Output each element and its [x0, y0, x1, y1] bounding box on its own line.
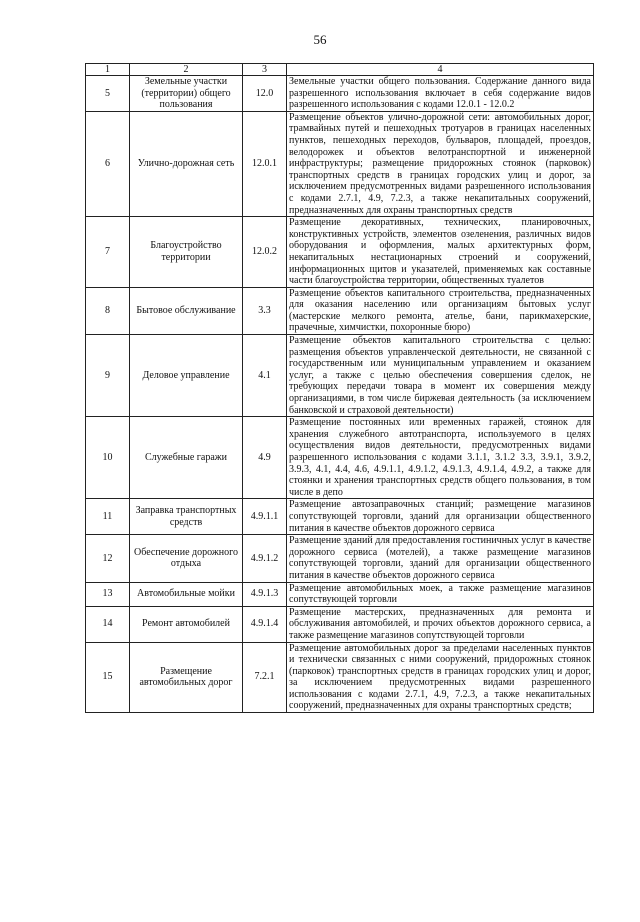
use-type-description: Размещение объектов капитального строительства, предназначенных для оказания населению или организациям бытовых услуг (мастерские мелкого ремонта, ателье, бани, парикмахерские, прачечные, химчистки, похоронные бюро) [287, 287, 594, 334]
row-number: 7 [86, 217, 130, 288]
row-number: 15 [86, 642, 130, 713]
table-row [86, 642, 594, 713]
table-row [86, 111, 594, 216]
use-type-code: 4.9.1.1 [243, 499, 287, 535]
use-type-name: Заправка транспортных средств [130, 499, 243, 535]
use-type-code: 4.9.1.4 [243, 606, 287, 642]
row-number: 8 [86, 287, 130, 334]
use-type-description: Размещение зданий для предоставления гостиничных услуг в качестве дорожного сервиса (мотелей), а также размещение магазинов сопутствующей торговли, зданий для организации общественного питания в качестве объектов дорожного сервиса [287, 535, 594, 582]
page-number: 56 [313, 32, 327, 47]
use-type-description: Размещение автозаправочных станций; размещение магазинов сопутствующей торговли, зданий для организации общественного питания в качестве объектов дорожного сервиса [287, 499, 594, 535]
use-type-description: Размещение декоративных, технических, планировочных, конструктивных устройств, элементов озеленения, различных видов оборудования и оформления, малых архитектурных форм, некапитальных нестационарных строений и сооружений, информационных щитов и указателей, применяемых как составные части благоустройства территории, общественных туалетов [287, 217, 594, 288]
use-type-code: 7.2.1 [243, 642, 287, 713]
table-row [86, 535, 594, 582]
use-type-code: 12.0.1 [243, 111, 287, 216]
use-type-name: Служебные гаражи [130, 417, 243, 499]
row-number: 11 [86, 499, 130, 535]
use-type-description: Земельные участки общего пользования. Содержание данного вида разрешенного использования включает в себя содержание видов разрешенного использования с кодами 12.0.1 - 12.0.2 [287, 76, 594, 112]
use-type-name: Земельные участки (территории) общего пользования [130, 76, 243, 112]
use-type-code: 12.0.2 [243, 217, 287, 288]
use-type-code: 12.0 [243, 76, 287, 112]
use-type-name: Деловое управление [130, 335, 243, 417]
header-cell: 3 [243, 64, 287, 76]
header-cell: 2 [130, 64, 243, 76]
header-cell: 1 [86, 64, 130, 76]
table-row [86, 76, 594, 112]
table-row [86, 582, 594, 606]
use-type-description: Размещение автомобильных моек, а также размещение магазинов сопутствующей торговли [287, 582, 594, 606]
table-row [86, 417, 594, 499]
use-type-name: Размещение автомобильных дорог [130, 642, 243, 713]
use-type-code: 4.9 [243, 417, 287, 499]
use-type-code: 4.9.1.2 [243, 535, 287, 582]
use-type-name: Автомобильные мойки [130, 582, 243, 606]
table-row [86, 287, 594, 334]
use-type-name: Улично-дорожная сеть [130, 111, 243, 216]
row-number: 13 [86, 582, 130, 606]
use-type-code: 4.1 [243, 335, 287, 417]
table-row [86, 335, 594, 417]
row-number: 6 [86, 111, 130, 216]
use-type-description: Размещение мастерских, предназначенных для ремонта и обслуживания автомобилей, и прочих объектов дорожного сервиса, а также размещение магазинов сопутствующей торговли [287, 606, 594, 642]
table-row [86, 499, 594, 535]
row-number: 10 [86, 417, 130, 499]
table-row [86, 217, 594, 288]
use-type-description: Размещение объектов капитального строительства с целью: размещения объектов управленческой деятельности, не связанной с государственным или муниципальным управлением и оказанием услуг, а также с целью обеспечения совершения сделок, не требующих передачи товара в момент их совершения между организациями, в том числе биржевая деятельность (за исключением банковской и страховой деятельности) [287, 335, 594, 417]
header-row [86, 64, 594, 76]
use-type-name: Бытовое обслуживание [130, 287, 243, 334]
land-use-table [85, 63, 594, 713]
header-cell: 4 [287, 64, 594, 76]
row-number: 12 [86, 535, 130, 582]
use-type-code: 4.9.1.3 [243, 582, 287, 606]
row-number: 5 [86, 76, 130, 112]
use-type-name: Обеспечение дорожного отдыха [130, 535, 243, 582]
use-type-description: Размещение объектов улично-дорожной сети: автомобильных дорог, трамвайных путей и пешеходных тротуаров в границах населенных пунктов, пешеходных переходов, бульваров, площадей, проездов, велодорожек и объектов велотранспортной и инженерной инфраструктуры; размещение придорожных стоянок (парковок) транспортных средств в границах городских улиц и дорог, за исключением предусмотренных видами разрешенного использования с кодами 2.7.1, 4.9, 7.2.3, а также некапитальных сооружений, предназначенных для охраны транспортных средств [287, 111, 594, 216]
use-type-name: Благоустройство территории [130, 217, 243, 288]
use-type-description: Размещение постоянных или временных гаражей, стоянок для хранения служебного автотранспорта, используемого в целях осуществления видов деятельности, предусмотренных видами разрешенного использования с кодами 3.1.1, 3.1.2 3.3, 3.9.1, 3.9.2, 3.9.3, 4.1, 4.4, 4.6, 4.9.1.1, 4.9.1.2, 4.9.1.3, 4.9.1.4, 4.9.2, а также для стоянки и хранения транспортных средств общего пользования, в том числе в депо [287, 417, 594, 499]
use-type-description: Размещение автомобильных дорог за пределами населенных пунктов и технически связанных с ними сооружений, придорожных стоянок (парковок) транспортных средств в границах городских улиц и дорог, за исключением предусмотренных видами разрешенного использования с кодами 2.7.1, 4.9, 7.2.3, а также некапитальных сооружений, предназначенных для охраны транспортных средств; [287, 642, 594, 713]
use-type-name: Ремонт автомобилей [130, 606, 243, 642]
table-row [86, 606, 594, 642]
row-number: 14 [86, 606, 130, 642]
row-number: 9 [86, 335, 130, 417]
use-type-code: 3.3 [243, 287, 287, 334]
